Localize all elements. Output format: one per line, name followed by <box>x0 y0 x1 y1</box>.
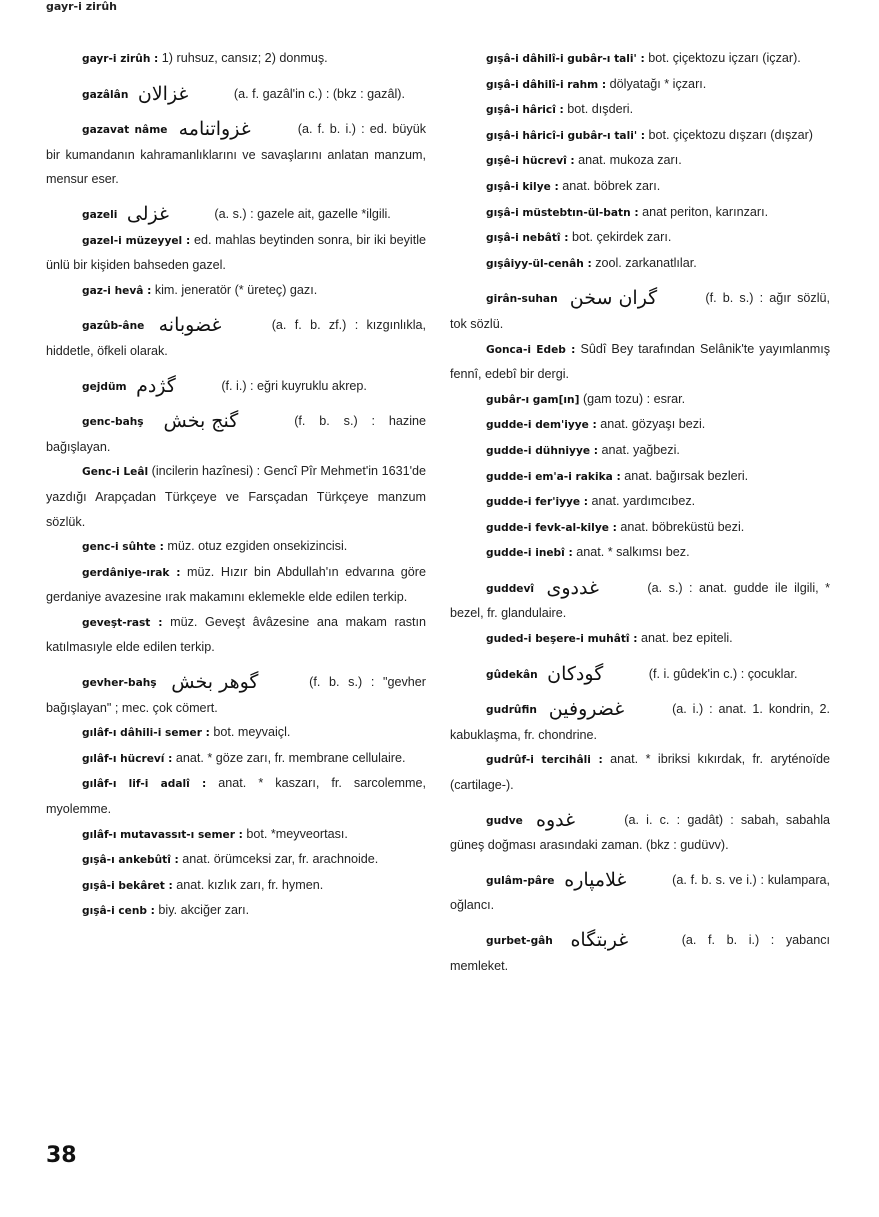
dictionary-entry <box>450 540 830 566</box>
entry-definition: (a. f. b. i.) : ed. büyük bir kumandanın kahramanlıklarını ve savaşlarını anlatan manzum, mensur eser. <box>46 122 426 187</box>
entry-definition: (a. i. c. : gadât) : sabah, sabahla güneş doğması arasındaki zaman. (bkz : gudüvv). <box>450 812 831 853</box>
dictionary-entry <box>46 720 426 746</box>
dictionary-entry <box>450 438 830 464</box>
entry-arabic-script: غلامپاره <box>564 868 627 891</box>
entry-definition: müz. Geveşt âvâzesine ana makam rastın katılmasıyle elde edilen terkip. <box>46 614 427 655</box>
entry-arabic-script: غربتگاه <box>570 929 629 951</box>
dictionary-entry <box>450 174 830 200</box>
entry-headword: gılâf-ı lif-i adalî : <box>82 778 207 791</box>
dictionary-entry <box>46 847 426 873</box>
entry-headword: genc-bahş <box>82 416 144 429</box>
entry-headword: gudde-i em'a-i rakika : <box>486 470 621 483</box>
entry-definition: dölyatağı * içzarı. <box>609 76 707 91</box>
dictionary-entry <box>450 697 830 747</box>
entry-arabic-script: غزواتنامه <box>178 118 251 141</box>
dictionary-entry <box>450 662 830 688</box>
entry-definition: anat. * salkımsı bez. <box>576 545 690 560</box>
entry-headword: gışâ-ı ankebûtî : <box>82 854 179 867</box>
entry-definition: anat. * ibriksi kıkırdak, fr. aryténoïde (cartilage-). <box>450 752 830 793</box>
entry-definition: (a. i.) : anat. 1. kondrin, 2. kabuklaşma, fr. chondrine. <box>450 702 831 742</box>
entry-definition: (f. b. s.) : "gevher bağışlayan" ; mec. çok cömert. <box>46 675 426 715</box>
dictionary-entry <box>46 746 426 772</box>
entry-definition: anat periton, karınzarı. <box>642 204 769 219</box>
entry-arabic-script: گژدم <box>136 374 176 397</box>
entry-headword: gudve <box>486 814 523 827</box>
entry-definition: müz. otuz ezgiden onsekizincisi. <box>167 539 348 554</box>
dictionary-entry <box>46 374 426 400</box>
entry-headword: guded-i beşere-i muhâtî : <box>486 633 638 646</box>
entry-headword: Genc-i Leâl <box>82 466 149 479</box>
dictionary-entry <box>450 808 830 858</box>
dictionary-entry <box>450 97 830 123</box>
entry-definition: (incilerin hazînesi) : Gencî Pîr Mehmet'in 1631'de yazdığı Arapçadan Türkçeye ve Farsçadan Türkçeye manzum sözlük. <box>46 464 426 529</box>
entry-headword: gazâlân <box>82 88 129 101</box>
entry-headword: gazavat nâme <box>82 124 168 137</box>
entry-definition: 1) ruhsuz, cansız; 2) donmuş. <box>161 51 328 65</box>
entry-headword: gışâ-i hâricî-i gubâr-ı tali' : <box>486 129 645 142</box>
dictionary-entry <box>450 626 830 652</box>
entry-definition: anat. yağbezi. <box>601 442 680 457</box>
entry-headword: gûdekân <box>486 668 538 681</box>
dictionary-entry <box>450 928 830 978</box>
entry-headword: gılâf-ı hücreví : <box>82 752 173 765</box>
entry-definition: müz. Hızır bin Abdullah'ın edvarına göre gerdaniye avazesine ırak makamını eklemekle elde edilen terkip. <box>46 564 427 605</box>
dictionary-entry <box>450 123 830 149</box>
dictionary-entry <box>450 72 830 98</box>
dictionary-entry <box>450 489 830 515</box>
entry-definition: anat. böbreküstü bezi. <box>620 519 745 534</box>
entry-headword: gışâ-i hâricî : <box>486 104 564 117</box>
entry-headword: girân-suhan <box>486 293 558 306</box>
entry-definition: ed. mahlas beytinden sonra, bir iki beyitle ünlü bir kişiden bahseden gazel. <box>46 232 427 273</box>
dictionary-entry <box>46 459 426 534</box>
dictionary-entry <box>46 228 426 278</box>
dictionary-entry <box>46 560 426 610</box>
dictionary-entry <box>46 46 426 72</box>
entry-definition: (a. f. b. s. ve i.) : kulampara, oğlancı. <box>450 872 831 913</box>
entry-headword: gışâ-i cenb : <box>82 905 155 918</box>
dictionary-entry <box>46 278 426 304</box>
entry-arabic-script: غزالان <box>137 82 189 105</box>
dictionary-entry <box>46 534 426 560</box>
entry-headword: gubâr-ı gam[ın] <box>486 393 580 406</box>
dictionary-entry <box>46 873 426 899</box>
dictionary-entry <box>450 387 830 413</box>
entry-headword: gurbet-gâh <box>486 935 553 947</box>
entry-headword: gaz-i hevâ : <box>82 284 152 297</box>
dictionary-entry <box>46 117 426 192</box>
entry-headword: Gonca-i Edeb : <box>486 343 576 356</box>
entry-headword: gazeli <box>82 208 118 221</box>
entry-headword: gışâ-i kilye : <box>486 180 559 193</box>
entry-definition: biy. akciğer zarı. <box>158 903 250 918</box>
entry-definition: anat. böbrek zarı. <box>562 178 661 193</box>
entry-definition: zool. zarkanatlılar. <box>595 255 697 270</box>
entry-definition: (f. i.) : eğri kuyruklu akrep. <box>221 378 367 393</box>
entry-headword: gışâ-i bekâret : <box>82 879 173 892</box>
entry-definition: anat. kızlık zarı, fr. hymen. <box>176 877 324 892</box>
entry-headword: geveşt-rast : <box>82 616 163 629</box>
entry-arabic-script: گنج بخش <box>163 410 239 433</box>
dictionary-entry <box>450 225 830 251</box>
entry-headword: gılâf-ı mutavassıt-ı semer : <box>82 828 243 841</box>
entry-headword: gulâm-pâre <box>486 874 555 887</box>
entry-arabic-script: غزلى <box>126 202 169 225</box>
dictionary-entry <box>450 576 830 626</box>
entry-headword: gudde-i fevk-al-kilye : <box>486 521 617 534</box>
entry-headword: gazûb-âne <box>82 320 145 333</box>
entry-headword: gudde-i fer'iyye : <box>486 496 589 509</box>
dictionary-entry <box>46 898 426 924</box>
entry-headword: gışâ-i nebâtî : <box>486 232 569 245</box>
entry-headword: gudde-i dem'iyye : <box>486 419 597 432</box>
page-number: 38 <box>46 1143 77 1168</box>
dictionary-entry <box>450 148 830 174</box>
entry-definition: bot. *meyveortası. <box>246 826 348 841</box>
entry-headword: gışâiyy-ül-cenâh : <box>486 257 592 270</box>
entry-headword: guddevî <box>486 582 535 595</box>
entry-definition: anat. gözyaşı bezi. <box>600 417 706 432</box>
entry-definition: bot. çiçektozu dışzarı (dışzar) <box>648 127 813 142</box>
entry-headword: gışâ-i dâhilî-i gubâr-ı tali' : <box>486 53 645 65</box>
entry-arabic-script: غدوه <box>536 808 576 831</box>
entry-headword: gışê-i hücrevî : <box>486 155 575 168</box>
entry-headword: gışâ-i müstebtın-ül-batn : <box>486 206 639 219</box>
dictionary-entry <box>46 409 426 459</box>
dictionary-entry <box>46 771 426 821</box>
entry-definition: (a. s.) : gazele ait, gazelle *ilgili. <box>214 206 391 221</box>
entry-definition: anat. bağırsak bezleri. <box>624 468 749 483</box>
entry-arabic-script: غددوى <box>546 576 599 599</box>
entry-headword: gudrûf-i tercihâli : <box>486 754 603 767</box>
entry-definition: anat. * kaszarı, fr. sarcolemme, myolemme. <box>46 776 427 817</box>
dictionary-entry <box>450 251 830 277</box>
left-column <box>46 46 426 924</box>
entry-headword: gılâf-ı dâhili-i semer : <box>82 727 210 740</box>
dictionary-entry <box>46 610 426 660</box>
entry-definition: anat. * göze zarı, fr. membrane cellulaire. <box>175 750 406 765</box>
entry-headword: gudde-i dühniyye : <box>486 444 598 457</box>
entry-headword: gevher-bahş <box>82 677 157 690</box>
entry-headword: gudrûfin <box>486 704 537 717</box>
dictionary-entry <box>450 515 830 541</box>
entry-arabic-script: گران سخن <box>569 287 658 310</box>
entry-arabic-script: غضروفين <box>548 698 625 721</box>
dictionary-entry <box>450 200 830 226</box>
entry-definition: bot. çiçektozu içzarı (içzar). <box>648 51 801 65</box>
entry-definition: (a. f. b. i.) : yabancı memleket. <box>450 933 830 973</box>
entry-definition: bot. dışderi. <box>567 102 634 117</box>
entry-definition: (f. b. s.) : hazine bağışlayan. <box>46 414 427 454</box>
entry-arabic-script: گودكان <box>547 662 604 685</box>
entry-definition: (f. b. s.) : ağır sözlü, tok sözlü. <box>450 291 831 331</box>
running-head: gayr-i zirûh <box>46 0 117 13</box>
entry-headword: gerdâniye-ırak : <box>82 566 181 579</box>
entry-headword: gışâ-i dâhilî-i rahm : <box>486 78 607 91</box>
entry-headword: gejdüm <box>82 380 127 393</box>
dictionary-entry <box>46 313 426 363</box>
dictionary-entry <box>450 286 830 336</box>
dictionary-entry <box>46 202 426 228</box>
dictionary-entry <box>450 464 830 490</box>
dictionary-entry <box>450 337 830 387</box>
entry-definition: (a. f. gazâl'in c.) : (bkz : gazâl). <box>233 86 405 101</box>
entry-definition: (a. f. b. zf.) : kızgınlıkla, hiddetle, öfkeli olarak. <box>46 318 427 358</box>
entry-headword: gazel-i müzeyyel : <box>82 234 191 247</box>
dictionary-entry <box>46 822 426 848</box>
right-column <box>450 46 830 978</box>
entry-definition: Sûdî Bey tarafından Selânik'te yayımlanmış fennî, edebî bir dergi. <box>450 341 830 382</box>
entry-arabic-script: غضوبانه <box>158 314 222 337</box>
dictionary-entry <box>450 46 830 72</box>
entry-arabic-script: گوهر بخش <box>171 671 259 694</box>
entry-headword: genc-i sûhte : <box>82 541 164 554</box>
entry-headword: gayr-i zirûh : <box>82 53 159 65</box>
entry-definition: (a. s.) : anat. gudde ile ilgili, * bezel, fr. glandulaire. <box>450 580 830 621</box>
dictionary-entry <box>450 747 830 797</box>
entry-definition: (f. i. gûdek'in c.) : çocuklar. <box>648 666 798 681</box>
dictionary-entry <box>450 868 830 918</box>
entry-definition: anat. örümceksi zar, fr. arachnoide. <box>182 852 379 867</box>
entry-definition: anat. mukoza zarı. <box>578 153 682 168</box>
entry-definition: anat. yardımcıbez. <box>591 494 696 509</box>
entry-definition: (gam tozu) : esrar. <box>582 391 686 406</box>
entry-definition: bot. çekirdek zarı. <box>571 230 672 245</box>
entry-definition: kim. jeneratör (* üreteç) gazı. <box>154 282 318 297</box>
entry-definition: bot. meyvaiçl. <box>213 725 291 740</box>
dictionary-entry <box>450 412 830 438</box>
dictionary-entry <box>46 82 426 108</box>
entry-headword: gudde-i inebî : <box>486 547 573 560</box>
entry-definition: anat. bez epiteli. <box>640 631 733 646</box>
dictionary-entry <box>46 670 426 720</box>
